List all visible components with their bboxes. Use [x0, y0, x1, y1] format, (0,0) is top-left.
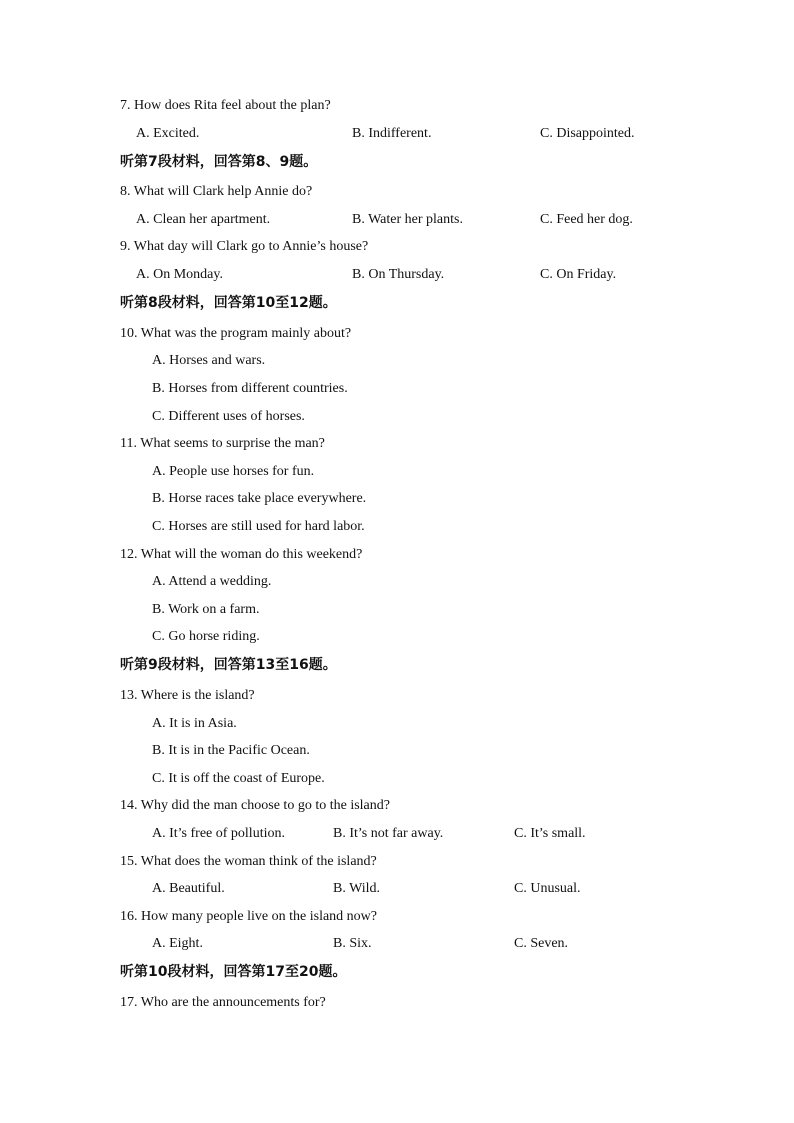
answer-option: B. It is in the Pacific Ocean. [152, 743, 310, 758]
answer-option: B. Horses from different countries. [152, 381, 348, 396]
answer-option: C. Seven. [514, 936, 569, 951]
answer-option: C. Different uses of horses. [152, 409, 305, 424]
question-text: 8. What will Clark help Annie do? [120, 184, 313, 199]
question-text: 9. What day will Clark go to Annie’s house? [120, 239, 369, 254]
answer-option: B. Work on a farm. [152, 602, 260, 617]
answer-option: A. Attend a wedding. [152, 574, 272, 589]
answer-option: A. It is in Asia. [152, 716, 237, 731]
section-instruction: 听第9段材料，回答第13至16题。 [120, 657, 337, 673]
answer-option: A. Clean her apartment. [136, 212, 271, 227]
answer-option: C. Unusual. [514, 881, 581, 896]
question-text: 17. Who are the announcements for? [120, 995, 326, 1010]
answer-option: C. Go horse riding. [152, 629, 260, 644]
answer-option: A. People use horses for fun. [152, 464, 315, 479]
answer-option: C. On Friday. [540, 267, 617, 282]
answer-option: A. Beautiful. [152, 881, 225, 896]
answer-option: C. Disappointed. [540, 126, 635, 141]
answer-option: A. On Monday. [136, 267, 223, 282]
answer-option: B. Indifferent. [352, 126, 432, 141]
section-instruction: 听第8段材料，回答第10至12题。 [120, 295, 337, 311]
section-instruction: 听第10段材料，回答第17至20题。 [120, 964, 347, 980]
question-text: 15. What does the woman think of the island? [120, 854, 377, 869]
answer-option: A. Horses and wars. [152, 353, 266, 368]
answer-option: B. It’s not far away. [333, 826, 444, 841]
answer-option: C. It’s small. [514, 826, 586, 841]
question-text: 13. Where is the island? [120, 688, 255, 703]
answer-option: B. Water her plants. [352, 212, 463, 227]
answer-option: C. Horses are still used for hard labor. [152, 519, 365, 534]
answer-option: B. On Thursday. [352, 267, 445, 282]
question-text: 7. How does Rita feel about the plan? [120, 98, 331, 113]
answer-option: A. Eight. [152, 936, 203, 951]
answer-option: B. Six. [333, 936, 372, 951]
answer-option: A. Excited. [136, 126, 200, 141]
answer-option: C. Feed her dog. [540, 212, 633, 227]
answer-option: B. Horse races take place everywhere. [152, 491, 367, 506]
answer-option: C. It is off the coast of Europe. [152, 771, 325, 786]
section-instruction: 听第7段材料，回答第8、9题。 [120, 154, 318, 170]
question-text: 11. What seems to surprise the man? [120, 436, 325, 451]
question-text: 10. What was the program mainly about? [120, 326, 352, 341]
answer-option: A. It’s free of pollution. [152, 826, 285, 841]
question-text: 12. What will the woman do this weekend? [120, 547, 363, 562]
question-text: 14. Why did the man choose to go to the island? [120, 798, 390, 813]
answer-option: B. Wild. [333, 881, 381, 896]
question-text: 16. How many people live on the island now? [120, 909, 378, 924]
